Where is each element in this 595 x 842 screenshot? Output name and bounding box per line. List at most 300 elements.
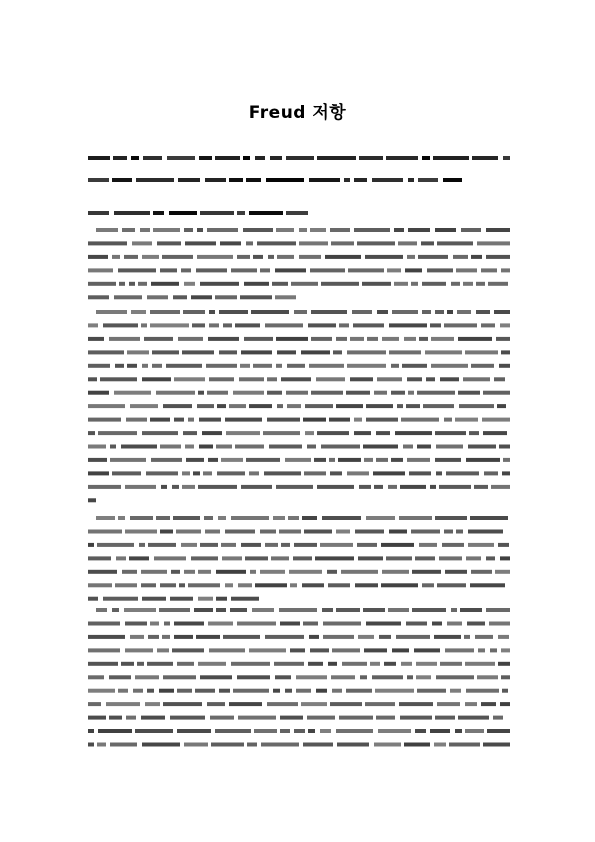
text-line: [88, 543, 509, 547]
text-word: [209, 310, 215, 314]
text-word: [171, 570, 180, 574]
text-word: [434, 743, 446, 747]
text-word: [238, 583, 252, 587]
text-line: [88, 471, 510, 475]
text-word: [215, 295, 237, 299]
text-word: [198, 662, 226, 666]
text-word: [118, 689, 128, 693]
text-word: [468, 530, 503, 534]
text-word: [115, 583, 137, 587]
text-word: [205, 530, 220, 534]
text-word: [332, 689, 342, 693]
text-word: [404, 337, 416, 341]
text-line: [88, 255, 510, 259]
text-word: [287, 364, 305, 368]
text-line: [88, 662, 510, 666]
text-word: [185, 445, 194, 449]
text-word: [184, 228, 193, 232]
text-word: [176, 530, 201, 534]
text-word: [179, 583, 185, 587]
text-word: [268, 255, 274, 259]
text-word: [346, 391, 370, 395]
text-word: [215, 156, 240, 160]
text-word: [114, 211, 150, 215]
text-line: [88, 689, 508, 693]
text-word: [378, 729, 411, 733]
text-word: [498, 543, 509, 547]
text-word: [458, 716, 489, 720]
text-word: [231, 268, 257, 272]
text-word: [468, 445, 496, 449]
text-word: [270, 156, 282, 160]
text-word: [374, 485, 383, 489]
text-word: [291, 282, 318, 286]
text-word: [435, 516, 467, 520]
text-word: [271, 556, 289, 560]
text-word: [162, 255, 193, 259]
text-word: [156, 391, 195, 395]
text-word: [157, 241, 181, 245]
text-word: [88, 458, 107, 462]
text-word: [375, 689, 414, 693]
text-word: [177, 662, 194, 666]
text-word: [121, 662, 134, 666]
text-word: [367, 337, 378, 341]
text-word: [456, 268, 477, 272]
text-word: [206, 364, 237, 368]
text-word: [148, 543, 176, 547]
text-word: [435, 458, 461, 462]
text-word: [135, 675, 159, 679]
text-word: [172, 648, 204, 652]
text-word: [200, 211, 234, 215]
text-word: [276, 228, 294, 232]
text-word: [202, 431, 222, 435]
text-word: [275, 295, 296, 299]
text-word: [191, 556, 218, 560]
text-word: [125, 485, 156, 489]
text-word: [493, 716, 503, 720]
text-word: [409, 471, 431, 475]
text-word: [198, 485, 237, 489]
text-word: [265, 543, 278, 547]
text-word: [486, 556, 495, 560]
text-word: [406, 622, 427, 626]
text-word: [184, 570, 195, 574]
text-word: [147, 662, 173, 666]
text-word: [141, 570, 167, 574]
text-word: [503, 458, 510, 462]
text-word: [305, 431, 314, 435]
text-word: [173, 516, 200, 520]
text-word: [223, 323, 232, 327]
text-word: [330, 228, 350, 232]
text-word: [160, 583, 176, 587]
text-word: [465, 662, 495, 666]
text-word: [257, 241, 296, 245]
text-line: [96, 310, 510, 314]
text-word: [249, 404, 272, 408]
text-word: [329, 458, 335, 462]
text-word: [150, 323, 189, 327]
text-word: [88, 404, 125, 408]
text-word: [400, 485, 426, 489]
text-word: [469, 431, 479, 435]
text-word: [253, 255, 263, 259]
text-word: [183, 431, 197, 435]
text-word: [495, 570, 510, 574]
text-word: [408, 391, 414, 395]
text-word: [391, 391, 405, 395]
text-word: [110, 743, 137, 747]
text-word: [470, 583, 505, 587]
text-word: [355, 583, 378, 587]
text-word: [113, 156, 127, 160]
text-word: [322, 608, 333, 612]
text-word: [88, 716, 106, 720]
text-word: [261, 743, 299, 747]
text-word: [384, 662, 396, 666]
text-word: [225, 583, 233, 587]
text-word: [455, 729, 462, 733]
text-word: [250, 570, 256, 574]
text-word: [431, 337, 454, 341]
text-word: [458, 391, 480, 395]
text-word: [336, 337, 347, 341]
text-word: [358, 635, 374, 639]
text-word: [279, 530, 301, 534]
text-word: [110, 458, 146, 462]
text-word: [364, 648, 387, 652]
text-word: [342, 662, 367, 666]
text-word: [266, 178, 304, 182]
text-word: [398, 241, 417, 245]
text-word: [354, 228, 390, 232]
text-word: [433, 156, 469, 160]
text-word: [476, 282, 485, 286]
text-line: [88, 323, 510, 327]
text-word: [243, 156, 250, 160]
text-word: [276, 364, 282, 368]
text-word: [196, 268, 227, 272]
text-word: [273, 689, 280, 693]
text-word: [287, 404, 301, 408]
text-word: [229, 702, 262, 706]
text-word: [401, 418, 439, 422]
text-word: [112, 471, 141, 475]
text-word: [471, 255, 482, 259]
text-word: [143, 156, 162, 160]
text-line: [88, 391, 510, 395]
text-word: [112, 255, 120, 259]
text-word: [142, 597, 166, 601]
text-word: [437, 241, 473, 245]
text-word: [147, 689, 154, 693]
text-word: [487, 729, 510, 733]
text-word: [249, 471, 259, 475]
text-word: [152, 364, 162, 368]
text-word: [159, 608, 190, 612]
text-word: [119, 282, 125, 286]
text-word: [434, 635, 461, 639]
text-word: [162, 635, 170, 639]
text-word: [472, 156, 498, 160]
text-word: [263, 431, 300, 435]
text-word: [157, 648, 169, 652]
text-word: [421, 241, 434, 245]
text-word: [239, 377, 264, 381]
text-word: [391, 364, 399, 368]
text-word: [442, 543, 464, 547]
text-word: [387, 268, 401, 272]
text-word: [302, 516, 317, 520]
text-word: [219, 350, 237, 354]
text-word: [255, 156, 265, 160]
text-word: [497, 404, 506, 408]
text-line: [88, 377, 505, 381]
text-word: [88, 485, 121, 489]
text-word: [366, 404, 393, 408]
text-word: [389, 350, 421, 354]
text-word: [267, 377, 277, 381]
text-word: [376, 458, 388, 462]
text-word: [501, 648, 510, 652]
text-word: [436, 445, 463, 449]
text-word: [290, 648, 305, 652]
text-word: [199, 156, 212, 160]
text-word: [461, 228, 481, 232]
text-word: [88, 418, 121, 422]
text-word: [419, 543, 437, 547]
text-word: [141, 583, 156, 587]
text-word: [222, 556, 242, 560]
text-word: [388, 608, 409, 612]
text-line: [88, 729, 510, 733]
text-line: [88, 431, 507, 435]
text-word: [317, 431, 349, 435]
text-word: [427, 268, 453, 272]
text-word: [170, 597, 193, 601]
text-word: [103, 597, 138, 601]
text-word: [96, 228, 118, 232]
text-word: [125, 622, 147, 626]
text-word: [166, 364, 202, 368]
text-word: [286, 391, 308, 395]
text-word: [218, 516, 226, 520]
text-word: [481, 323, 495, 327]
text-word: [436, 675, 474, 679]
text-word: [137, 662, 144, 666]
text-word: [392, 310, 418, 314]
text-word: [199, 418, 221, 422]
text-word: [305, 404, 333, 408]
text-word: [277, 350, 296, 354]
text-word: [217, 404, 226, 408]
text-word: [188, 418, 194, 422]
text-word: [88, 241, 127, 245]
text-word: [244, 337, 273, 341]
text-word: [260, 268, 270, 272]
text-word: [286, 211, 308, 215]
text-word: [126, 716, 136, 720]
text-word: [200, 675, 232, 679]
paragraph: [88, 516, 510, 601]
text-line: [88, 445, 510, 449]
text-word: [437, 583, 466, 587]
text-word: [97, 543, 134, 547]
text-word: [439, 485, 471, 489]
text-word: [397, 404, 403, 408]
text-word: [140, 228, 150, 232]
text-word: [129, 556, 149, 560]
text-word: [333, 350, 342, 354]
text-word: [177, 689, 192, 693]
text-word: [237, 211, 245, 215]
text-line: [88, 648, 510, 652]
text-word: [238, 716, 276, 720]
text-word: [417, 689, 446, 693]
text-word: [457, 310, 471, 314]
text-word: [241, 543, 261, 547]
text-word: [389, 323, 427, 327]
text-word: [229, 178, 243, 182]
text-word: [296, 675, 327, 679]
text-word: [231, 662, 270, 666]
text-word: [425, 350, 462, 354]
text-word: [322, 516, 361, 520]
text-word: [195, 689, 215, 693]
text-word: [88, 597, 98, 601]
page-title: Freud 저항: [248, 103, 347, 123]
text-word: [98, 729, 132, 733]
text-word: [186, 458, 204, 462]
text-word: [399, 516, 432, 520]
text-word: [151, 458, 182, 462]
text-word: [174, 622, 204, 626]
text-word: [181, 268, 191, 272]
text-word: [246, 178, 261, 182]
text-word: [88, 350, 124, 354]
text-word: [200, 543, 218, 547]
text-word: [348, 268, 384, 272]
text-word: [208, 337, 239, 341]
text-word: [336, 530, 350, 534]
text-word: [406, 404, 420, 408]
text-word: [501, 268, 510, 272]
text-line: [88, 675, 510, 679]
text-line: [88, 702, 510, 706]
text-word: [499, 364, 510, 368]
text-word: [109, 337, 140, 341]
text-word: [276, 337, 308, 341]
text-word: [299, 241, 328, 245]
text-word: [328, 583, 350, 587]
text-word: [144, 337, 173, 341]
text-line: [88, 635, 509, 639]
text-word: [125, 648, 153, 652]
text-word: [241, 350, 272, 354]
text-word: [328, 662, 337, 666]
text-word: [88, 282, 116, 286]
text-word: [205, 178, 226, 182]
text-word: [133, 689, 143, 693]
text-word: [174, 418, 184, 422]
text-word: [302, 583, 324, 587]
text-word: [311, 391, 343, 395]
text-word: [363, 445, 398, 449]
text-word: [490, 648, 497, 652]
text-word: [498, 662, 510, 666]
text-word: [163, 675, 196, 679]
text-word: [423, 404, 454, 408]
text-line: [96, 608, 510, 612]
text-word: [364, 458, 373, 462]
text-word: [276, 485, 313, 489]
text-word: [422, 583, 434, 587]
text-word: [139, 543, 145, 547]
text-word: [499, 445, 510, 449]
text-word: [88, 391, 109, 395]
text-word: [126, 418, 147, 422]
text-line: [88, 178, 462, 182]
text-word: [440, 662, 462, 666]
text-word: [347, 364, 386, 368]
text-word: [355, 530, 384, 534]
text-word: [439, 556, 462, 560]
text-word: [445, 648, 474, 652]
text-word: [225, 530, 255, 534]
text-word: [435, 431, 466, 435]
text-word: [468, 543, 494, 547]
text-word: [363, 608, 385, 612]
text-word: [310, 648, 329, 652]
text-word: [221, 458, 243, 462]
text-word: [407, 675, 413, 679]
text-word: [289, 570, 322, 574]
text-word: [482, 418, 510, 422]
text-word: [142, 743, 180, 747]
text-word: [216, 608, 226, 612]
text-word: [486, 255, 510, 259]
text-word: [377, 310, 388, 314]
text-word: [449, 743, 480, 747]
text-word: [178, 178, 200, 182]
text-word: [219, 689, 230, 693]
text-word: [275, 675, 291, 679]
text-word: [501, 675, 510, 679]
text-word: [430, 485, 436, 489]
text-word: [154, 556, 186, 560]
text-word: [478, 648, 485, 652]
text-word: [329, 418, 350, 422]
text-word: [418, 178, 438, 182]
text-word: [422, 282, 446, 286]
text-word: [97, 743, 106, 747]
text-word: [465, 702, 477, 706]
text-word: [476, 310, 490, 314]
text-word: [435, 228, 456, 232]
text-word: [152, 350, 179, 354]
text-word: [178, 337, 203, 341]
text-word: [502, 689, 508, 693]
text-line: [88, 556, 510, 560]
text-word: [193, 471, 200, 475]
text-word: [156, 516, 170, 520]
text-word: [267, 418, 300, 422]
text-word: [204, 516, 213, 520]
text-word: [341, 570, 378, 574]
text-word: [267, 702, 298, 706]
